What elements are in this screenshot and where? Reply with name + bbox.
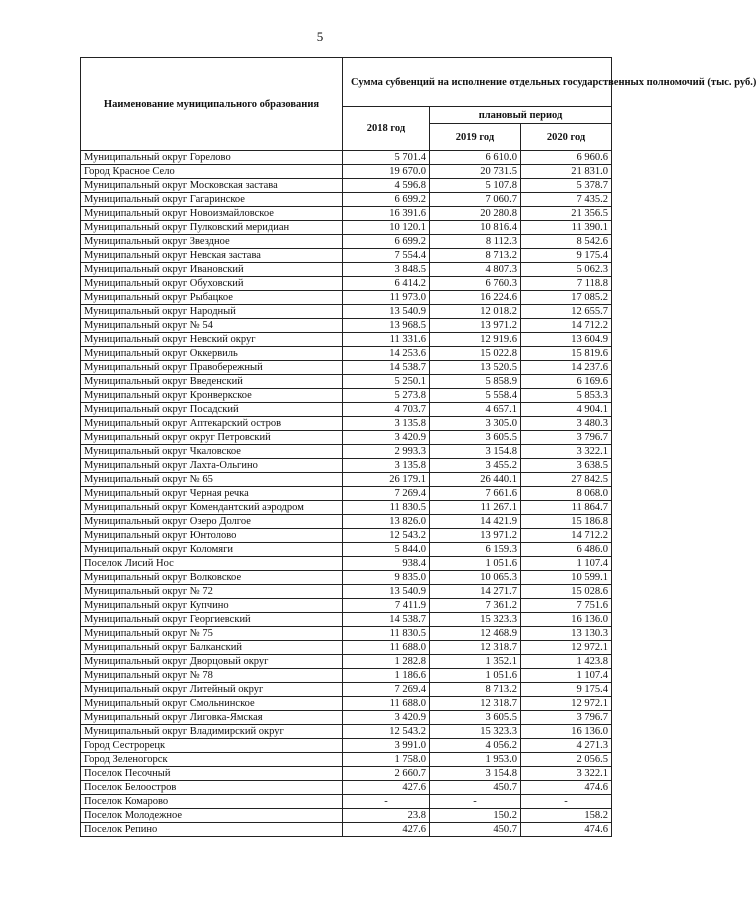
value-2019-cell: 13 971.2 — [430, 319, 521, 333]
municipality-name-cell: Муниципальный округ Невский округ — [81, 333, 343, 347]
value-2019-cell: 150.2 — [430, 809, 521, 823]
table-row — [81, 669, 612, 683]
value-2020-cell: 14 237.6 — [521, 361, 612, 375]
value-2018-cell: 2 660.7 — [343, 767, 430, 781]
municipality-name-cell: Муниципальный округ № 65 — [81, 473, 343, 487]
table-row — [81, 613, 612, 627]
municipality-name-cell: Муниципальный округ Невская застава — [81, 249, 343, 263]
municipality-name-cell: Город Красное Село — [81, 165, 343, 179]
value-2020-cell: 8 542.6 — [521, 235, 612, 249]
table-row — [81, 193, 612, 207]
value-2018-cell: 3 135.8 — [343, 417, 430, 431]
value-2018-cell: 938.4 — [343, 557, 430, 571]
municipality-name-cell: Муниципальный округ Чкаловское — [81, 445, 343, 459]
municipality-name-cell: Муниципальный округ Лахта-Ольгино — [81, 459, 343, 473]
value-2018-cell: 4 596.8 — [343, 179, 430, 193]
table-row — [81, 207, 612, 221]
value-2020-cell: 6 169.6 — [521, 375, 612, 389]
value-2020-cell: 7 435.2 — [521, 193, 612, 207]
value-2018-cell: 5 844.0 — [343, 543, 430, 557]
municipality-name-cell: Муниципальный округ Оккервиль — [81, 347, 343, 361]
municipality-name-cell: Муниципальный округ Правобережный — [81, 361, 343, 375]
municipality-name-cell: Муниципальный округ № 75 — [81, 627, 343, 641]
municipality-name-cell: Муниципальный округ Озеро Долгое — [81, 515, 343, 529]
table-row — [81, 319, 612, 333]
value-2020-cell: 5 378.7 — [521, 179, 612, 193]
table-row — [81, 445, 612, 459]
value-2019-cell: 10 065.3 — [430, 571, 521, 585]
value-2020-cell: 7 751.6 — [521, 599, 612, 613]
table-row — [81, 375, 612, 389]
table-row — [81, 753, 612, 767]
value-2018-cell: 13 540.9 — [343, 585, 430, 599]
municipality-name-cell: Муниципальный округ Георгиевский — [81, 613, 343, 627]
table-row — [81, 417, 612, 431]
value-2018-cell: 2 993.3 — [343, 445, 430, 459]
value-2019-cell: 20 731.5 — [430, 165, 521, 179]
value-2019-cell: 4 056.2 — [430, 739, 521, 753]
value-2019-cell: 5 558.4 — [430, 389, 521, 403]
value-2018-cell: 7 269.4 — [343, 683, 430, 697]
municipality-name-cell: Муниципальный округ Черная речка — [81, 487, 343, 501]
value-2018-cell: 5 273.8 — [343, 389, 430, 403]
value-2020-cell: 10 599.1 — [521, 571, 612, 585]
value-2018-cell: 6 414.2 — [343, 277, 430, 291]
value-2019-cell: 8 112.3 — [430, 235, 521, 249]
value-2018-cell: 11 830.5 — [343, 501, 430, 515]
table-row — [81, 655, 612, 669]
value-2019-cell: 6 610.0 — [430, 151, 521, 165]
table-row — [81, 641, 612, 655]
municipality-name-cell: Муниципальный округ Введенский — [81, 375, 343, 389]
value-2018-cell: 13 540.9 — [343, 305, 430, 319]
table-row — [81, 711, 612, 725]
value-2019-cell: 7 361.2 — [430, 599, 521, 613]
table-row — [81, 361, 612, 375]
value-2018-cell: 16 391.6 — [343, 207, 430, 221]
value-2019-cell: 12 318.7 — [430, 697, 521, 711]
value-2019-cell: 7 060.7 — [430, 193, 521, 207]
value-2020-cell: 9 175.4 — [521, 683, 612, 697]
municipality-name-cell: Муниципальный округ Обуховский — [81, 277, 343, 291]
value-2018-cell: 6 699.2 — [343, 193, 430, 207]
municipality-name-cell: Муниципальный округ Балканский — [81, 641, 343, 655]
value-2019-cell: 12 018.2 — [430, 305, 521, 319]
page-number: 5 — [316, 29, 324, 44]
value-2019-cell: 10 816.4 — [430, 221, 521, 235]
value-2020-cell: 5 853.3 — [521, 389, 612, 403]
table-row — [81, 557, 612, 571]
table-row — [81, 739, 612, 753]
value-2018-cell: 3 420.9 — [343, 711, 430, 725]
value-2020-cell: 11 864.7 — [521, 501, 612, 515]
municipality-name-cell: Муниципальный округ округ Петровский — [81, 431, 343, 445]
header-year-2018: 2018 год — [343, 107, 430, 151]
value-2018-cell: 427.6 — [343, 781, 430, 795]
value-2019-cell: 3 455.2 — [430, 459, 521, 473]
value-2020-cell: 6 486.0 — [521, 543, 612, 557]
municipality-name-cell: Муниципальный округ Народный — [81, 305, 343, 319]
value-2018-cell: 13 968.5 — [343, 319, 430, 333]
value-2020-cell: 15 819.6 — [521, 347, 612, 361]
municipality-name-cell: Муниципальный округ Посадский — [81, 403, 343, 417]
table-row — [81, 627, 612, 641]
value-2018-cell: 19 670.0 — [343, 165, 430, 179]
value-2020-cell: 3 322.1 — [521, 445, 612, 459]
municipality-name-cell: Муниципальный округ Пулковский меридиан — [81, 221, 343, 235]
value-2018-cell: 1 282.8 — [343, 655, 430, 669]
value-2018-cell: 14 253.6 — [343, 347, 430, 361]
value-2020-cell: 8 068.0 — [521, 487, 612, 501]
municipality-name-cell: Муниципальный округ Московская застава — [81, 179, 343, 193]
table-row — [81, 809, 612, 823]
table-row — [81, 823, 612, 837]
value-2018-cell: 4 703.7 — [343, 403, 430, 417]
value-2020-cell: 7 118.8 — [521, 277, 612, 291]
value-2020-cell: 1 423.8 — [521, 655, 612, 669]
value-2018-cell: - — [343, 795, 430, 809]
value-2018-cell: 11 688.0 — [343, 697, 430, 711]
header-sum-column: Сумма субвенций на исполнение отдельных государственных полномочий (тыс. руб.) — [343, 58, 612, 107]
value-2018-cell: 1 186.6 — [343, 669, 430, 683]
value-2020-cell: 3 796.7 — [521, 711, 612, 725]
header-year-2019: 2019 год — [430, 124, 521, 151]
value-2020-cell: 6 960.6 — [521, 151, 612, 165]
header-planned-period: плановый период — [430, 107, 612, 124]
table-row — [81, 151, 612, 165]
header-year-2020: 2020 год — [521, 124, 612, 151]
municipality-name-cell: Муниципальный округ Литейный округ — [81, 683, 343, 697]
table-row — [81, 501, 612, 515]
value-2020-cell: 2 056.5 — [521, 753, 612, 767]
value-2019-cell: 5 107.8 — [430, 179, 521, 193]
table-row — [81, 515, 612, 529]
value-2020-cell: 16 136.0 — [521, 613, 612, 627]
table-row — [81, 403, 612, 417]
value-2020-cell: 14 712.2 — [521, 529, 612, 543]
value-2019-cell: 7 661.6 — [430, 487, 521, 501]
value-2019-cell: 8 713.2 — [430, 249, 521, 263]
table-row — [81, 431, 612, 445]
municipality-name-cell: Муниципальный округ Дворцовый округ — [81, 655, 343, 669]
municipality-name-cell: Муниципальный округ Кронверкское — [81, 389, 343, 403]
municipality-name-cell: Муниципальный округ Звездное — [81, 235, 343, 249]
value-2019-cell: 12 318.7 — [430, 641, 521, 655]
municipality-name-cell: Муниципальный округ Новоизмайловское — [81, 207, 343, 221]
value-2019-cell: 6 159.3 — [430, 543, 521, 557]
value-2018-cell: 6 699.2 — [343, 235, 430, 249]
value-2020-cell: 1 107.4 — [521, 669, 612, 683]
value-2019-cell: 8 713.2 — [430, 683, 521, 697]
value-2020-cell: 5 062.3 — [521, 263, 612, 277]
table-row — [81, 795, 612, 809]
value-2018-cell: 11 688.0 — [343, 641, 430, 655]
table-row — [81, 697, 612, 711]
value-2018-cell: 3 420.9 — [343, 431, 430, 445]
value-2020-cell: 13 604.9 — [521, 333, 612, 347]
municipality-name-cell: Поселок Лисий Нос — [81, 557, 343, 571]
table-row — [81, 333, 612, 347]
value-2019-cell: - — [430, 795, 521, 809]
value-2020-cell: 15 186.8 — [521, 515, 612, 529]
table-row — [81, 529, 612, 543]
table-row — [81, 725, 612, 739]
municipality-name-cell: Муниципальный округ Гагаринское — [81, 193, 343, 207]
value-2019-cell: 1 051.6 — [430, 557, 521, 571]
table-row — [81, 543, 612, 557]
municipality-name-cell: Муниципальный округ Владимирский округ — [81, 725, 343, 739]
value-2018-cell: 11 830.5 — [343, 627, 430, 641]
municipality-name-cell: Поселок Песочный — [81, 767, 343, 781]
value-2018-cell: 12 543.2 — [343, 725, 430, 739]
value-2020-cell: - — [521, 795, 612, 809]
value-2019-cell: 3 605.5 — [430, 431, 521, 445]
value-2020-cell: 21 831.0 — [521, 165, 612, 179]
municipality-name-cell: Поселок Молодежное — [81, 809, 343, 823]
value-2018-cell: 26 179.1 — [343, 473, 430, 487]
value-2020-cell: 11 390.1 — [521, 221, 612, 235]
value-2019-cell: 1 051.6 — [430, 669, 521, 683]
value-2019-cell: 3 305.0 — [430, 417, 521, 431]
value-2018-cell: 3 991.0 — [343, 739, 430, 753]
table-row — [81, 277, 612, 291]
value-2018-cell: 13 826.0 — [343, 515, 430, 529]
value-2018-cell: 3 135.8 — [343, 459, 430, 473]
table-row — [81, 235, 612, 249]
table-row — [81, 473, 612, 487]
municipality-name-cell: Муниципальный округ Волковское — [81, 571, 343, 585]
table-row — [81, 179, 612, 193]
table-row — [81, 347, 612, 361]
value-2018-cell: 14 538.7 — [343, 613, 430, 627]
value-2020-cell: 3 638.5 — [521, 459, 612, 473]
subvention-table — [80, 57, 756, 837]
value-2018-cell: 5 701.4 — [343, 151, 430, 165]
value-2019-cell: 13 971.2 — [430, 529, 521, 543]
value-2019-cell: 450.7 — [430, 781, 521, 795]
municipality-name-cell: Муниципальный округ Смольнинское — [81, 697, 343, 711]
value-2020-cell: 14 712.2 — [521, 319, 612, 333]
value-2018-cell: 12 543.2 — [343, 529, 430, 543]
value-2019-cell: 12 468.9 — [430, 627, 521, 641]
value-2019-cell: 15 323.3 — [430, 613, 521, 627]
value-2018-cell: 23.8 — [343, 809, 430, 823]
municipality-name-cell: Муниципальный округ Купчино — [81, 599, 343, 613]
value-2020-cell: 3 322.1 — [521, 767, 612, 781]
table-row — [81, 585, 612, 599]
value-2018-cell: 9 835.0 — [343, 571, 430, 585]
value-2019-cell: 3 154.8 — [430, 445, 521, 459]
value-2020-cell: 1 107.4 — [521, 557, 612, 571]
value-2020-cell: 21 356.5 — [521, 207, 612, 221]
table-row — [81, 291, 612, 305]
table-row — [81, 781, 612, 795]
value-2019-cell: 14 421.9 — [430, 515, 521, 529]
value-2019-cell: 4 807.3 — [430, 263, 521, 277]
header-name-column: Наименование муниципального образования — [81, 58, 343, 151]
table-row — [81, 487, 612, 501]
table-row — [81, 221, 612, 235]
value-2019-cell: 5 858.9 — [430, 375, 521, 389]
value-2018-cell: 7 554.4 — [343, 249, 430, 263]
value-2020-cell: 4 904.1 — [521, 403, 612, 417]
value-2019-cell: 1 352.1 — [430, 655, 521, 669]
municipality-name-cell: Муниципальный округ Ивановский — [81, 263, 343, 277]
municipality-name-cell: Поселок Репино — [81, 823, 343, 837]
table-row — [81, 249, 612, 263]
municipality-name-cell: Поселок Белоостров — [81, 781, 343, 795]
value-2018-cell: 3 848.5 — [343, 263, 430, 277]
value-2020-cell: 13 130.3 — [521, 627, 612, 641]
table-row — [81, 165, 612, 179]
value-2020-cell: 3 796.7 — [521, 431, 612, 445]
value-2018-cell: 7 269.4 — [343, 487, 430, 501]
value-2020-cell: 9 175.4 — [521, 249, 612, 263]
value-2020-cell: 15 028.6 — [521, 585, 612, 599]
value-2018-cell: 14 538.7 — [343, 361, 430, 375]
value-2019-cell: 16 224.6 — [430, 291, 521, 305]
municipality-name-cell: Муниципальный округ Рыбацкое — [81, 291, 343, 305]
municipality-name-cell: Муниципальный округ № 72 — [81, 585, 343, 599]
municipality-name-cell: Муниципальный округ Юнтолово — [81, 529, 343, 543]
table-row — [81, 459, 612, 473]
value-2020-cell: 12 972.1 — [521, 697, 612, 711]
value-2019-cell: 4 657.1 — [430, 403, 521, 417]
table-row — [81, 767, 612, 781]
value-2018-cell: 5 250.1 — [343, 375, 430, 389]
value-2019-cell: 6 760.3 — [430, 277, 521, 291]
value-2019-cell: 3 154.8 — [430, 767, 521, 781]
value-2018-cell: 11 331.6 — [343, 333, 430, 347]
table-row — [81, 263, 612, 277]
municipality-name-cell: Муниципальный округ № 78 — [81, 669, 343, 683]
value-2020-cell: 17 085.2 — [521, 291, 612, 305]
municipality-name-cell: Поселок Комарово — [81, 795, 343, 809]
value-2020-cell: 158.2 — [521, 809, 612, 823]
value-2019-cell: 11 267.1 — [430, 501, 521, 515]
value-2019-cell: 15 022.8 — [430, 347, 521, 361]
value-2019-cell: 14 271.7 — [430, 585, 521, 599]
value-2018-cell: 1 758.0 — [343, 753, 430, 767]
municipality-name-cell: Муниципальный округ Горелово — [81, 151, 343, 165]
municipality-name-cell: Муниципальный округ Аптекарский остров — [81, 417, 343, 431]
value-2019-cell: 15 323.3 — [430, 725, 521, 739]
value-2019-cell: 13 520.5 — [430, 361, 521, 375]
table-body — [81, 151, 612, 837]
table-row — [81, 305, 612, 319]
value-2018-cell: 11 973.0 — [343, 291, 430, 305]
value-2019-cell: 26 440.1 — [430, 473, 521, 487]
value-2020-cell: 27 842.5 — [521, 473, 612, 487]
value-2018-cell: 10 120.1 — [343, 221, 430, 235]
value-2020-cell: 3 480.3 — [521, 417, 612, 431]
value-2019-cell: 3 605.5 — [430, 711, 521, 725]
table-row — [81, 683, 612, 697]
value-2019-cell: 12 919.6 — [430, 333, 521, 347]
value-2020-cell: 12 972.1 — [521, 641, 612, 655]
value-2018-cell: 427.6 — [343, 823, 430, 837]
value-2020-cell: 474.6 — [521, 781, 612, 795]
table-row — [81, 389, 612, 403]
value-2020-cell: 474.6 — [521, 823, 612, 837]
municipality-name-cell: Город Зеленогорск — [81, 753, 343, 767]
table-row — [81, 599, 612, 613]
value-2020-cell: 16 136.0 — [521, 725, 612, 739]
municipality-name-cell: Муниципальный округ Комендантский аэродром — [81, 501, 343, 515]
municipality-name-cell: Муниципальный округ Лиговка-Ямская — [81, 711, 343, 725]
table-row — [81, 571, 612, 585]
value-2020-cell: 12 655.7 — [521, 305, 612, 319]
value-2019-cell: 20 280.8 — [430, 207, 521, 221]
municipality-name-cell: Муниципальный округ № 54 — [81, 319, 343, 333]
municipality-name-cell: Город Сестрорецк — [81, 739, 343, 753]
value-2018-cell: 7 411.9 — [343, 599, 430, 613]
value-2019-cell: 450.7 — [430, 823, 521, 837]
value-2020-cell: 4 271.3 — [521, 739, 612, 753]
value-2019-cell: 1 953.0 — [430, 753, 521, 767]
municipality-name-cell: Муниципальный округ Коломяги — [81, 543, 343, 557]
